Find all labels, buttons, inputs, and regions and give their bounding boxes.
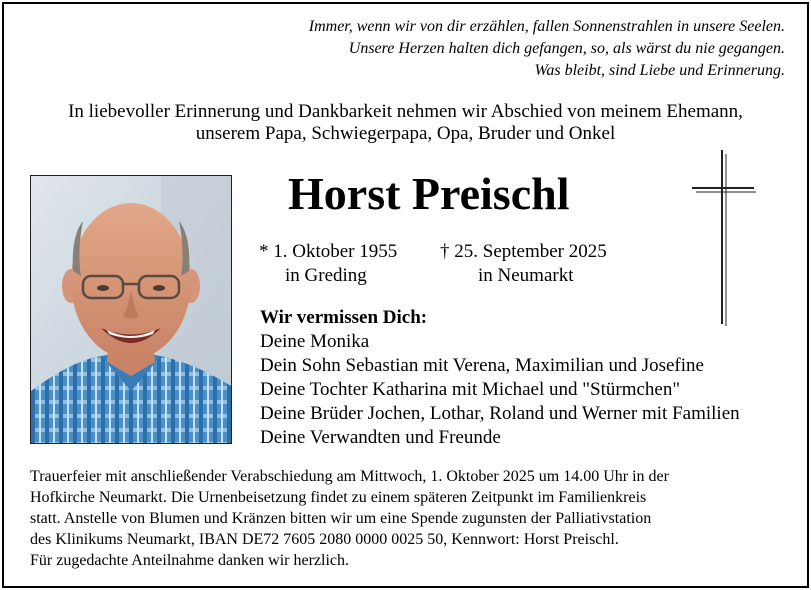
- deceased-name: Horst Preischl: [288, 168, 570, 219]
- poem-line: Immer, wenn wir von dir erzählen, fallen Sonnenstrahlen in unsere Seelen.: [308, 18, 785, 35]
- birth-date: * 1. Oktober 1955: [259, 241, 398, 262]
- mourner-line: Dein Sohn Sebastian mit Verena, Maximilian und Josefine: [260, 355, 704, 376]
- notice-line: statt. Anstelle von Blumen und Kränzen bitten wir um eine Spende zugunsten der Palliativstation: [30, 510, 652, 527]
- intro-line: unserem Papa, Schwiegerpapa, Opa, Bruder und Onkel: [195, 123, 616, 144]
- intro-line: In liebevoller Erinnerung und Dankbarkeit nehmen wir Abschied von meinem Ehemann,: [68, 101, 743, 122]
- notice-line: des Klinikums Neumarkt, IBAN DE72 7605 2080 0000 0025 50, Kennwort: Horst Preischl.: [30, 531, 619, 548]
- portrait-photo: [30, 175, 232, 444]
- cross-icon: [692, 150, 756, 331]
- notice-line: Für zugedachte Anteilnahme danken wir herzlich.: [30, 552, 349, 569]
- mourner-line: Deine Brüder Jochen, Lothar, Roland und Werner mit Familien: [260, 403, 740, 424]
- mourner-line: Deine Verwandten und Freunde: [260, 427, 501, 448]
- mourners-heading: Wir vermissen Dich:: [260, 307, 428, 328]
- death-date: † 25. September 2025: [440, 241, 607, 262]
- funeral-notice: [30, 466, 790, 571]
- death-info: [440, 240, 607, 288]
- mourner-line: Deine Tochter Katharina mit Michael und "Stürmchen": [260, 379, 681, 400]
- notice-line: Trauerfeier mit anschließender Verabschiedung am Mittwoch, 1. Oktober 2025 um 14.00 Uhr in der: [30, 468, 669, 485]
- mourner-line: Deine Monika: [260, 331, 370, 352]
- birth-info: [259, 240, 397, 288]
- mourners-list: [260, 306, 740, 450]
- notice-line: Hofkirche Neumarkt. Die Urnenbeisetzung findet zu einem späteren Zeitpunkt im Familienkreis: [30, 489, 647, 506]
- poem: [309, 16, 785, 82]
- poem-line: Unsere Herzen halten dich gefangen, so, als wärst du nie gegangen.: [348, 40, 785, 57]
- death-place: in Neumarkt: [478, 265, 574, 286]
- intro-text: [0, 101, 811, 145]
- birth-place: in Greding: [285, 265, 367, 286]
- poem-line: Was bleibt, sind Liebe und Erinnerung.: [534, 62, 785, 79]
